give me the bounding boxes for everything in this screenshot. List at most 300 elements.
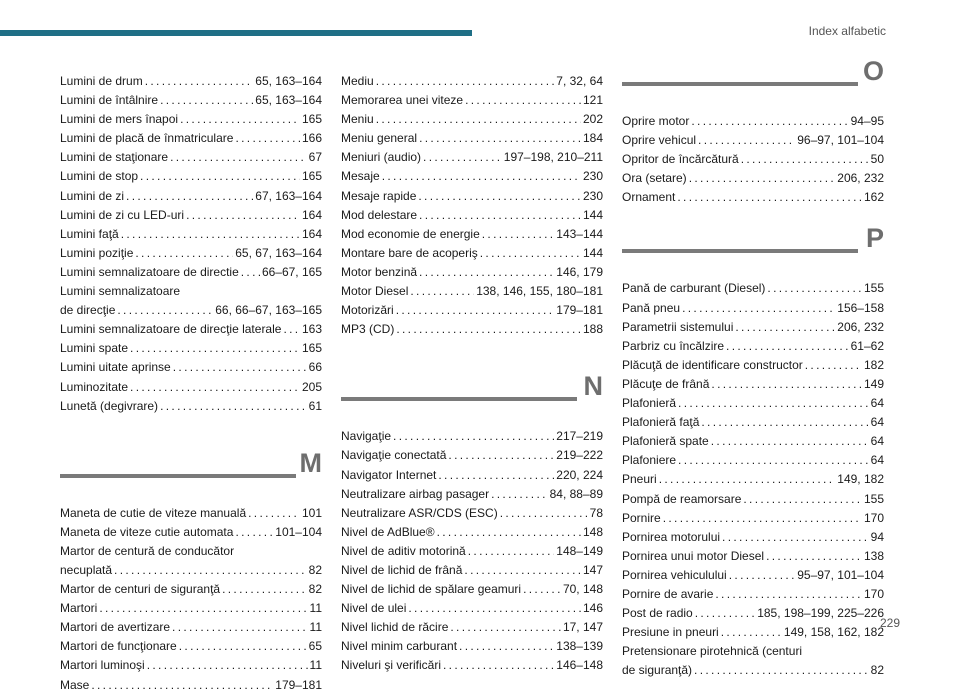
section-rule <box>622 249 858 253</box>
entry-pages: 11 <box>309 601 322 616</box>
index-column-2 <box>341 72 603 676</box>
index-entry <box>622 318 884 337</box>
entries-p <box>622 279 884 680</box>
section-header-p <box>622 223 884 265</box>
index-entry <box>60 263 322 282</box>
entry-term: Meniu general <box>341 131 418 146</box>
index-entry <box>60 110 322 129</box>
entry-term: Maneta de cutie de viteze manuală <box>60 505 247 520</box>
entry-term: Plăcuţe de frână <box>622 376 710 391</box>
index-entry <box>341 148 603 167</box>
dot-leader <box>235 129 300 148</box>
entry-term: Nivel de AdBlue® <box>341 524 435 539</box>
entry-term: Presiune in pneuri <box>622 625 719 640</box>
entry-term: Plăcuţă de identificare constructor <box>622 357 803 372</box>
index-entry <box>622 169 884 188</box>
entry-pages: 66 <box>308 360 322 375</box>
section-letter-o: O <box>862 56 884 86</box>
index-entry <box>341 282 603 301</box>
entry-pages: 147 <box>582 562 603 577</box>
entry-term: Martor de centuri de siguranţă <box>60 582 221 597</box>
dot-leader <box>410 282 474 301</box>
entry-pages: 197–198, 210–211 <box>503 150 603 165</box>
index-entry <box>60 148 322 167</box>
dot-leader <box>126 187 253 206</box>
index-entry <box>341 561 603 580</box>
entry-pages: 230 <box>582 169 603 184</box>
entry-term: Motorizări <box>341 303 394 318</box>
entry-pages: 170 <box>863 586 884 601</box>
dot-leader <box>721 623 782 642</box>
entry-term: Motor Diesel <box>341 284 409 299</box>
index-entry <box>60 561 322 580</box>
dot-leader <box>767 279 862 298</box>
index-entry <box>622 375 884 394</box>
dot-leader <box>130 339 300 358</box>
index-entry <box>60 358 322 377</box>
dot-leader <box>689 169 836 188</box>
entry-pages: 82 <box>870 663 884 678</box>
entry-pages: 94 <box>870 529 884 544</box>
section-header-n <box>341 371 603 413</box>
index-entry <box>622 279 884 298</box>
entry-term: Lumini semnalizatoare de direcţie laterale <box>60 322 282 337</box>
entry-pages: 179–181 <box>275 677 322 692</box>
entry-pages: 61 <box>308 398 322 413</box>
entry-term: Lumini de stop <box>60 169 139 184</box>
entry-pages: 95–97, 101–104 <box>797 567 884 582</box>
index-entry <box>341 599 603 618</box>
entry-term: Nivel de aditiv motorină <box>341 543 466 558</box>
dot-leader <box>121 225 300 244</box>
entry-term: Lumini de zi cu LED-uri <box>60 207 185 222</box>
entry-term: de siguranţă) <box>622 663 693 678</box>
entry-term: Nivel de lichid de spălare geamuri <box>341 582 522 597</box>
index-entry <box>341 225 603 244</box>
entry-pages: 179–181 <box>556 303 603 318</box>
index-entry <box>622 623 884 642</box>
header-title: Index alfabetic <box>808 24 886 38</box>
entry-term: Post de radio <box>622 606 693 621</box>
index-entry <box>341 206 603 225</box>
entry-pages: 138 <box>863 548 884 563</box>
index-entry <box>341 167 603 186</box>
entry-term: Lumini faţă <box>60 226 119 241</box>
dot-leader <box>663 509 862 528</box>
entry-term: necuplată <box>60 562 113 577</box>
entry-pages: 148–149 <box>556 543 603 558</box>
dot-leader <box>283 320 300 339</box>
entries-n <box>341 427 603 675</box>
entry-term: Lumini de mers înapoi <box>60 112 179 127</box>
entry-pages: 64 <box>870 453 884 468</box>
entry-term: Lumini de placă de înmatriculare <box>60 131 234 146</box>
entry-term: Lumini semnalizatoare de directie <box>60 264 239 279</box>
index-entry <box>341 656 603 675</box>
dot-leader <box>450 618 561 637</box>
entry-term: Lunetă (degivrare) <box>60 398 159 413</box>
index-entry <box>622 566 884 585</box>
index-entry <box>622 112 884 131</box>
section-header-o <box>622 56 884 98</box>
header-accent-bar <box>0 30 472 36</box>
entry-term: Pornirea unui motor Diesel <box>622 548 765 563</box>
entry-pages: 165 <box>301 341 322 356</box>
entry-pages: 185, 198–199, 225–226 <box>757 606 884 621</box>
index-entry <box>622 299 884 318</box>
index-entry <box>622 604 884 623</box>
entry-term: Nivel de ulei <box>341 601 407 616</box>
entry-term: Mod economie de energie <box>341 226 480 241</box>
entry-pages: 182 <box>863 357 884 372</box>
dot-leader <box>235 523 273 542</box>
entry-pages: 220, 224 <box>556 467 603 482</box>
page-number: 229 <box>879 616 900 630</box>
dot-leader <box>465 91 581 110</box>
dot-leader <box>179 637 307 656</box>
entry-pages: 146, 179 <box>556 264 603 279</box>
dot-leader <box>423 148 502 167</box>
entry-term: Pornire de avarie <box>622 586 714 601</box>
index-entry <box>60 225 322 244</box>
index-entry <box>60 676 322 695</box>
entry-term: Plafoniere <box>622 453 677 468</box>
index-entry <box>341 129 603 148</box>
entry-pages: 149, 158, 162, 182 <box>783 625 884 640</box>
dot-leader <box>147 656 308 675</box>
entry-pages: 217–219 <box>556 429 603 444</box>
index-entry <box>622 394 884 413</box>
index-entry <box>622 188 884 207</box>
entry-term: Mesaje <box>341 169 380 184</box>
entry-term: Lumini spate <box>60 341 129 356</box>
entry-pages: 162 <box>863 190 884 205</box>
entry-pages: 11 <box>309 658 322 673</box>
entry-pages: 65, 163–164 <box>255 93 322 108</box>
entry-pages: 7, 32, 64 <box>556 74 603 88</box>
entry-pages: 70, 148 <box>562 582 603 597</box>
dot-leader <box>448 446 554 465</box>
entry-pages: 165 <box>301 112 322 127</box>
entry-term: Plafonieră spate <box>622 434 709 449</box>
dot-leader <box>145 72 254 91</box>
entry-term: Memorarea unei viteze <box>341 93 464 108</box>
dot-leader <box>419 263 554 282</box>
entry-term: Ornament <box>622 190 676 205</box>
entry-pages: 202 <box>582 112 603 127</box>
index-entry <box>341 637 603 656</box>
entry-term: Montare bare de acoperiş <box>341 245 478 260</box>
entry-term: Pornire <box>622 510 661 525</box>
index-entry <box>341 485 603 504</box>
section-letter-m: M <box>299 447 322 478</box>
entry-term: Lumini poziţie <box>60 245 134 260</box>
index-entry <box>60 301 322 320</box>
section-letter-n: N <box>583 371 603 402</box>
dot-leader <box>678 451 869 470</box>
entry-pages: 101–104 <box>275 524 322 539</box>
entry-pages: 165 <box>301 169 322 184</box>
entry-term: Maneta de viteze cutie automata <box>60 524 234 539</box>
index-entry <box>341 320 603 339</box>
dot-leader <box>443 656 554 675</box>
entry-term: Martori <box>60 601 98 616</box>
entry-term: Mod delestare <box>341 207 418 222</box>
dot-leader <box>500 504 588 523</box>
entry-pages: 166 <box>301 131 322 146</box>
dot-leader <box>393 427 554 446</box>
entry-term: Plafonieră <box>622 396 677 411</box>
index-entry <box>622 642 884 661</box>
entry-pages: 206, 232 <box>837 171 884 186</box>
entry-term: Luminozitate <box>60 379 129 394</box>
entry-term: Lumini de zi <box>60 188 125 203</box>
dot-leader <box>222 580 307 599</box>
entry-pages: 146 <box>582 601 603 616</box>
dot-leader <box>659 470 836 489</box>
entry-pages: 170 <box>863 510 884 525</box>
index-entry <box>60 129 322 148</box>
entry-term: Navigaţie conectată <box>341 448 447 463</box>
dot-leader <box>382 167 581 186</box>
dot-leader <box>117 301 213 320</box>
index-entry <box>60 378 322 397</box>
dot-leader <box>160 397 307 416</box>
entry-pages: 156–158 <box>837 300 884 315</box>
entry-pages: 144 <box>582 245 603 260</box>
entry-term: Niveluri şi verificări <box>341 658 442 673</box>
entry-term: Pornirea motorului <box>622 529 721 544</box>
entry-pages: 65, 67, 163–164 <box>235 245 322 260</box>
index-entry <box>341 618 603 637</box>
entry-term: Neutralizare ASR/CDS (ESC) <box>341 505 498 520</box>
dot-leader <box>114 561 307 580</box>
section-rule <box>622 82 858 86</box>
entry-term: Lumini semnalizatoare <box>60 284 181 299</box>
index-entry <box>60 187 322 206</box>
index-entry <box>60 618 322 637</box>
index-entry <box>60 656 322 675</box>
dot-leader <box>523 580 561 599</box>
dot-leader <box>691 112 848 131</box>
index-entry <box>622 585 884 604</box>
index-entry <box>622 470 884 489</box>
entry-pages: 84, 88–89 <box>549 486 603 501</box>
dot-leader <box>711 432 869 451</box>
entry-pages: 65 <box>308 639 322 654</box>
entry-term: Nivel lichid de răcire <box>341 620 449 635</box>
entry-pages: 96–97, 101–104 <box>797 133 884 148</box>
dot-leader <box>173 358 307 377</box>
index-entry <box>60 320 322 339</box>
entry-term: Mesaje rapide <box>341 188 417 203</box>
entry-term: Ora (setare) <box>622 171 687 186</box>
entry-term: Pană de carburant (Diesel) <box>622 281 766 296</box>
entry-pages: 206, 232 <box>837 319 884 334</box>
dot-leader <box>419 206 581 225</box>
index-entry <box>622 490 884 509</box>
entry-term: Lumini de drum <box>60 74 143 88</box>
entry-pages: 138, 146, 155, 180–181 <box>476 284 603 299</box>
dot-leader <box>726 337 849 356</box>
entries-o <box>622 112 884 207</box>
index-entry <box>60 282 322 301</box>
dot-leader <box>376 110 581 129</box>
dot-leader <box>735 318 835 337</box>
entry-pages: 188 <box>582 322 603 337</box>
index-entry <box>60 206 322 225</box>
index-entry <box>622 337 884 356</box>
index-column-3 <box>622 56 884 680</box>
index-entry <box>341 187 603 206</box>
dot-leader <box>396 301 555 320</box>
entry-pages: 17, 147 <box>562 620 603 635</box>
entry-term: Parametrii sistemului <box>622 319 734 334</box>
entries-m <box>60 504 322 695</box>
entry-term: de direcţie <box>60 303 116 318</box>
dot-leader <box>715 585 862 604</box>
entry-term: Navigator Internet <box>341 467 437 482</box>
entry-term: Oprire vehicul <box>622 133 697 148</box>
entry-pages: 66–67, 165 <box>261 264 322 279</box>
entry-term: Pneuri <box>622 472 657 487</box>
index-entry <box>60 580 322 599</box>
entry-pages: 149, 182 <box>837 472 884 487</box>
entry-term: Nivel minim carburant <box>341 639 458 654</box>
entry-pages: 67 <box>308 150 322 165</box>
entry-term: Pompă de reamorsare <box>622 491 742 506</box>
index-entry <box>341 523 603 542</box>
entry-term: Pretensionare pirotehnică (centuri <box>622 644 803 659</box>
index-entry <box>341 542 603 561</box>
dot-leader <box>135 244 233 263</box>
index-entry <box>60 542 322 561</box>
entry-pages: 205 <box>301 379 322 394</box>
entry-term: Lumini de întâlnire <box>60 93 159 108</box>
dot-leader <box>160 91 253 110</box>
entry-term: Motor benzină <box>341 264 418 279</box>
index-entry <box>622 150 884 169</box>
entry-term: Martori de funcţionare <box>60 639 177 654</box>
entry-term: Mase <box>60 677 90 692</box>
entry-pages: 64 <box>870 396 884 411</box>
index-entry <box>341 91 603 110</box>
entry-pages: 155 <box>863 281 884 296</box>
entry-term: Neutralizare airbag pasager <box>341 486 490 501</box>
index-entry <box>622 356 884 375</box>
entry-pages: 82 <box>308 582 322 597</box>
index-entry <box>622 131 884 150</box>
entry-pages: 138–139 <box>556 639 603 654</box>
section-header-m <box>60 447 322 490</box>
entry-pages: 65, 163–164 <box>255 74 322 88</box>
dot-leader <box>99 599 307 618</box>
dot-leader <box>491 485 548 504</box>
dot-leader <box>418 187 581 206</box>
dot-leader <box>248 504 300 523</box>
dot-leader <box>396 320 581 339</box>
index-entry <box>341 263 603 282</box>
entry-term: Pană pneu <box>622 300 681 315</box>
dot-leader <box>698 131 795 150</box>
entry-pages: 50 <box>870 152 884 167</box>
index-entry <box>60 72 322 91</box>
index-entry <box>622 432 884 451</box>
entries-m-continued <box>341 72 603 339</box>
index-entry <box>60 167 322 186</box>
entry-term: MP3 (CD) <box>341 322 395 337</box>
dot-leader <box>480 244 581 263</box>
index-entry <box>60 91 322 110</box>
index-entry <box>622 509 884 528</box>
index-entry <box>622 528 884 547</box>
entry-term: Parbriz cu încălzire <box>622 338 725 353</box>
entry-pages: 121 <box>582 93 603 108</box>
dot-leader <box>170 148 307 167</box>
entry-pages: 78 <box>589 505 603 520</box>
index-entry <box>60 244 322 263</box>
dot-leader <box>91 676 273 695</box>
dot-leader <box>711 375 862 394</box>
index-column-1 <box>60 72 322 695</box>
entry-pages: 82 <box>308 562 322 577</box>
dot-leader <box>729 566 796 585</box>
index-entry <box>341 72 603 91</box>
index-entry <box>341 580 603 599</box>
entry-pages: 66, 66–67, 163–165 <box>215 303 322 318</box>
entry-pages: 184 <box>582 131 603 146</box>
dot-leader <box>694 661 869 680</box>
dot-leader <box>482 225 555 244</box>
entry-term: Nivel de lichid de frână <box>341 562 463 577</box>
index-entry <box>60 599 322 618</box>
index-entry <box>341 504 603 523</box>
dot-leader <box>677 188 862 207</box>
dot-leader <box>437 523 581 542</box>
entry-pages: 11 <box>309 620 322 635</box>
index-entry <box>60 637 322 656</box>
entry-pages: 101 <box>301 505 322 520</box>
entry-pages: 144 <box>582 207 603 222</box>
dot-leader <box>766 547 862 566</box>
dot-leader <box>741 150 869 169</box>
entry-term: Martor de centură de conducător <box>60 543 235 558</box>
dot-leader <box>172 618 307 637</box>
index-entry <box>622 661 884 680</box>
dot-leader <box>805 356 862 375</box>
index-entry <box>341 446 603 465</box>
dot-leader <box>140 167 300 186</box>
section-rule <box>341 397 577 401</box>
index-entry <box>60 504 322 523</box>
entry-term: Mediu <box>341 74 374 88</box>
entry-term: Lumini de staţionare <box>60 150 169 165</box>
entry-term: Oprire motor <box>622 114 690 128</box>
entry-pages: 143–144 <box>556 226 603 241</box>
entry-term: Meniu <box>341 112 374 127</box>
dot-leader <box>459 637 554 656</box>
entry-term: Martori de avertizare <box>60 620 171 635</box>
entry-term: Opritor de încărcătură <box>622 152 739 167</box>
dot-leader <box>743 490 862 509</box>
dot-leader <box>376 72 555 91</box>
index-entry <box>341 427 603 446</box>
index-entry <box>622 451 884 470</box>
dot-leader <box>438 466 554 485</box>
entry-term: Lumini uitate aprinse <box>60 360 171 375</box>
index-entry <box>622 547 884 566</box>
entry-pages: 64 <box>870 434 884 449</box>
